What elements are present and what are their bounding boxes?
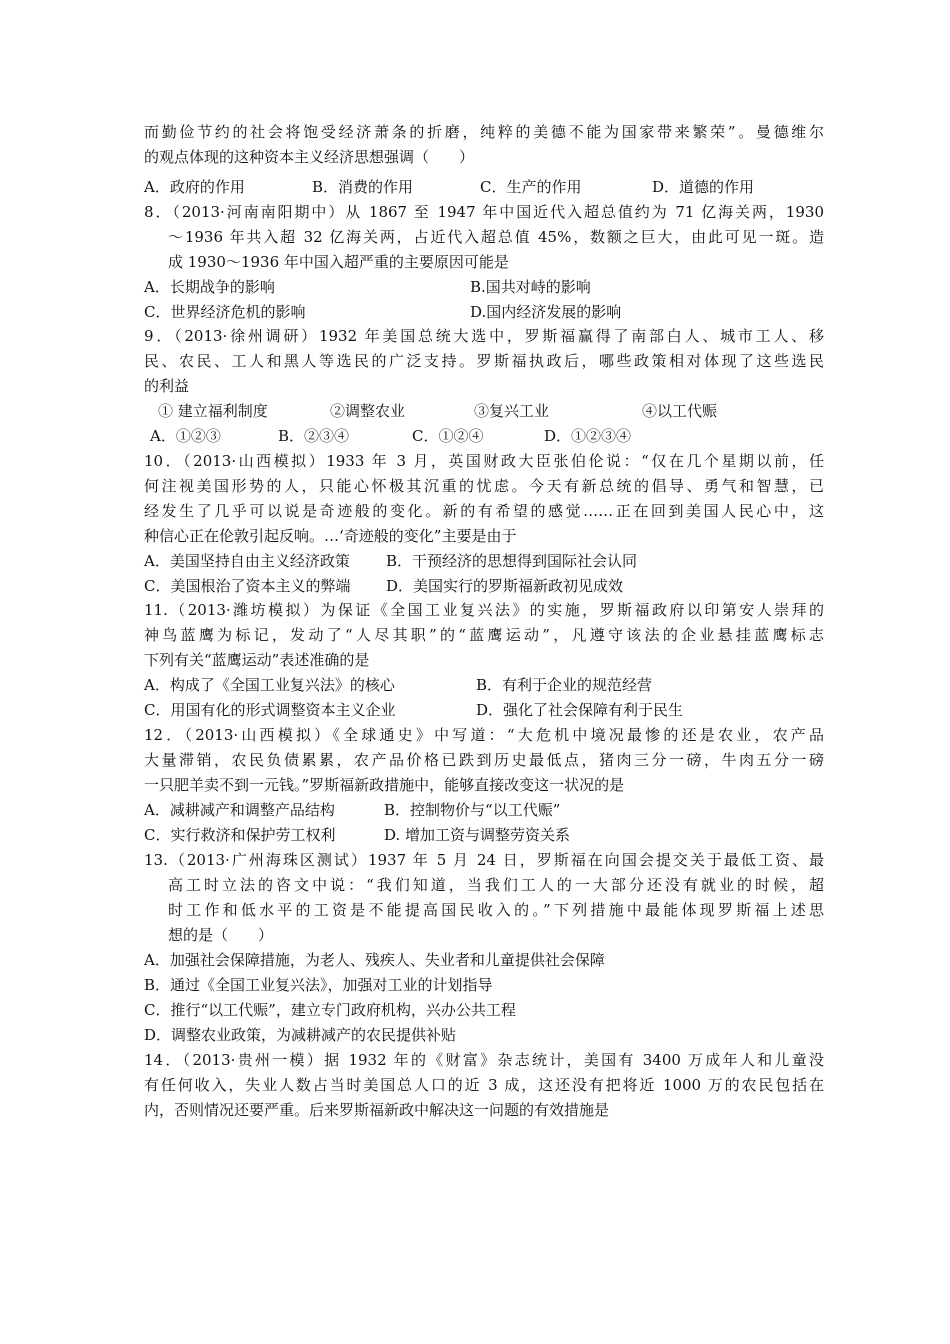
q12-option-a: A．减耕减产和调整产品结构	[144, 801, 335, 819]
q8-option-d: D.国内经济发展的影响	[470, 303, 622, 321]
q13-text-line-1: 13.（2013·广州海珠区测试）1937 年 5 月 24 日，罗斯福在向国会提交关于最低工资、最	[144, 851, 824, 869]
q7-text-line-2: 的观点体现的这种资本主义经济思想强调（ ）	[144, 148, 475, 166]
q12-option-d: D. 增加工资与调整劳资关系	[384, 826, 571, 844]
q10-option-d: D．美国实行的罗斯福新政初见成效	[386, 577, 624, 595]
q12-text-line-2: 大量滞销，农民负债累累，农产品价格已跌到历史最低点，猪肉三分一磅，牛肉五分一磅	[144, 751, 824, 769]
q8-option-c: C．世界经济危机的影响	[144, 303, 306, 321]
q9-option-a: A．①②③	[150, 427, 221, 445]
q12-text-line-1: 12．（2013·山西模拟）《全球通史》中写道：“大危机中境况最惨的还是农业，农产品	[144, 726, 824, 744]
q11-option-a: A．构成了《全国工业复兴法》的核心	[144, 676, 395, 694]
q9-item-1: ① 建立福利制度	[158, 402, 268, 420]
q8-option-b: B.国共对峙的影响	[470, 278, 591, 296]
q13-text-line-3: 时工作和低水平的工资是不能提高国民收入的。”下列措施中最能体现罗斯福上述思	[168, 901, 824, 919]
q11-option-d: D．强化了社会保障有利于民生	[476, 701, 684, 719]
q13-text-line-2: 高工时立法的咨文中说：“我们知道，当我们工人的一大部分还没有就业的时候，超	[168, 876, 824, 894]
q10-text-line-1: 10．（2013·山西模拟）1933 年 3 月，英国财政大臣张伯伦说：“仅在几个星期以前，任	[144, 452, 824, 470]
q11-text-line-1: 11.（2013·潍坊模拟）为保证《全国工业复兴法》的实施，罗斯福政府以印第安人崇拜的	[144, 601, 824, 619]
q13-option-d: D．调整农业政策，为减耕减产的农民提供补贴	[144, 1026, 457, 1044]
q12-option-c: C．实行救济和保护劳工权利	[144, 826, 336, 844]
q11-option-b: B．有利于企业的规范经营	[476, 676, 653, 694]
q9-item-3: ③复兴工业	[474, 402, 550, 420]
q10-text-line-3: 经发生了几乎可以说是奇迹般的变化。新的有希望的感觉……正在回到美国人民心中，这	[144, 502, 824, 520]
q7-text-line-1: 而勤俭节约的社会将饱受经济萧条的折磨，纯粹的美德不能为国家带来繁荣”。曼德维尔	[144, 123, 824, 141]
q8-text-line-2: ～1936 年共入超 32 亿海关两，占近代入超总值 45%，数额之巨大，由此可见一斑。造	[168, 228, 824, 246]
q11-text-line-3: 下列有关“蓝鹰运动”表述准确的是	[144, 651, 370, 669]
q9-option-d: D．①②③④	[544, 427, 632, 445]
q7-option-d: D．道德的作用	[652, 178, 755, 196]
q10-option-a: A．美国坚持自由主义经济政策	[144, 552, 350, 570]
q13-option-a: A．加强社会保障措施，为老人、残疾人、失业者和儿童提供社会保障	[144, 951, 605, 969]
q9-option-b: B．②③④	[278, 427, 350, 445]
q12-option-b: B．控制物价与“以工代赈”	[384, 801, 561, 819]
q10-text-line-2: 何注视美国形势的人，只能心怀极其沉重的忧虑。今天有新总统的倡导、勇气和智慧，已	[144, 477, 824, 495]
q7-option-b: B．消费的作用	[312, 178, 414, 196]
q11-text-line-2: 神鸟蓝鹰为标记，发动了“人尽其职”的“蓝鹰运动”，凡遵守该法的企业悬挂蓝鹰标志	[144, 626, 824, 644]
q11-option-c: C．用国有化的形式调整资本主义企业	[144, 701, 396, 719]
q10-option-b: B．干预经济的思想得到国际社会认同	[386, 552, 638, 570]
q8-text-line-1: 8．（2013·河南南阳期中）从 1867 至 1947 年中国近代入超总值约为 71 亿海关两，1930	[144, 203, 824, 221]
q10-text-line-4: 种信心正在伦敦引起反响。…‘奇迹般的变化”主要是由于	[144, 527, 517, 545]
q10-option-c: C．美国根治了资本主义的弊端	[144, 577, 351, 595]
q9-text-line-3: 的利益	[144, 377, 190, 395]
q14-text-line-1: 14．（2013·贵州一模）据 1932 年的《财富》杂志统计，美国有 3400 万成年人和儿童没	[144, 1051, 824, 1069]
q14-text-line-3: 内，否则情况还要严重。后来罗斯福新政中解决这一问题的有效措施是	[144, 1101, 610, 1119]
q13-text-line-4: 想的是（ ）	[168, 926, 274, 944]
q9-text-line-1: 9．（2013·徐州调研）1932 年美国总统大选中，罗斯福赢得了南部白人、城市工人、移	[144, 327, 824, 345]
q7-option-c: C．生产的作用	[480, 178, 582, 196]
q13-option-c: C．推行“以工代赈”，建立专门政府机构，兴办公共工程	[144, 1001, 516, 1019]
q8-text-line-3: 成 1930～1936 年中国入超严重的主要原因可能是	[168, 253, 509, 271]
q9-item-4: ④以工代赈	[642, 402, 718, 420]
q9-item-2: ②调整农业	[330, 402, 406, 420]
q13-option-b: B．通过《全国工业复兴法》，加强对工业的计划指导	[144, 976, 493, 994]
q8-option-a: A．长期战争的影响	[144, 278, 275, 296]
q9-option-c: C．①②④	[412, 427, 484, 445]
q7-option-a: A．政府的作用	[144, 178, 245, 196]
q14-text-line-2: 有任何收入，失业人数占当时美国总人口的近 3 成，这还没有把将近 1000 万的农民包括在	[144, 1076, 824, 1094]
q12-text-line-3: 一只肥羊卖不到一元钱。”罗斯福新政措施中，能够直接改变这一状况的是	[144, 776, 625, 794]
q9-text-line-2: 民、农民、工人和黑人等选民的广泛支持。罗斯福执政后，哪些政策相对体现了这些选民	[144, 352, 824, 370]
